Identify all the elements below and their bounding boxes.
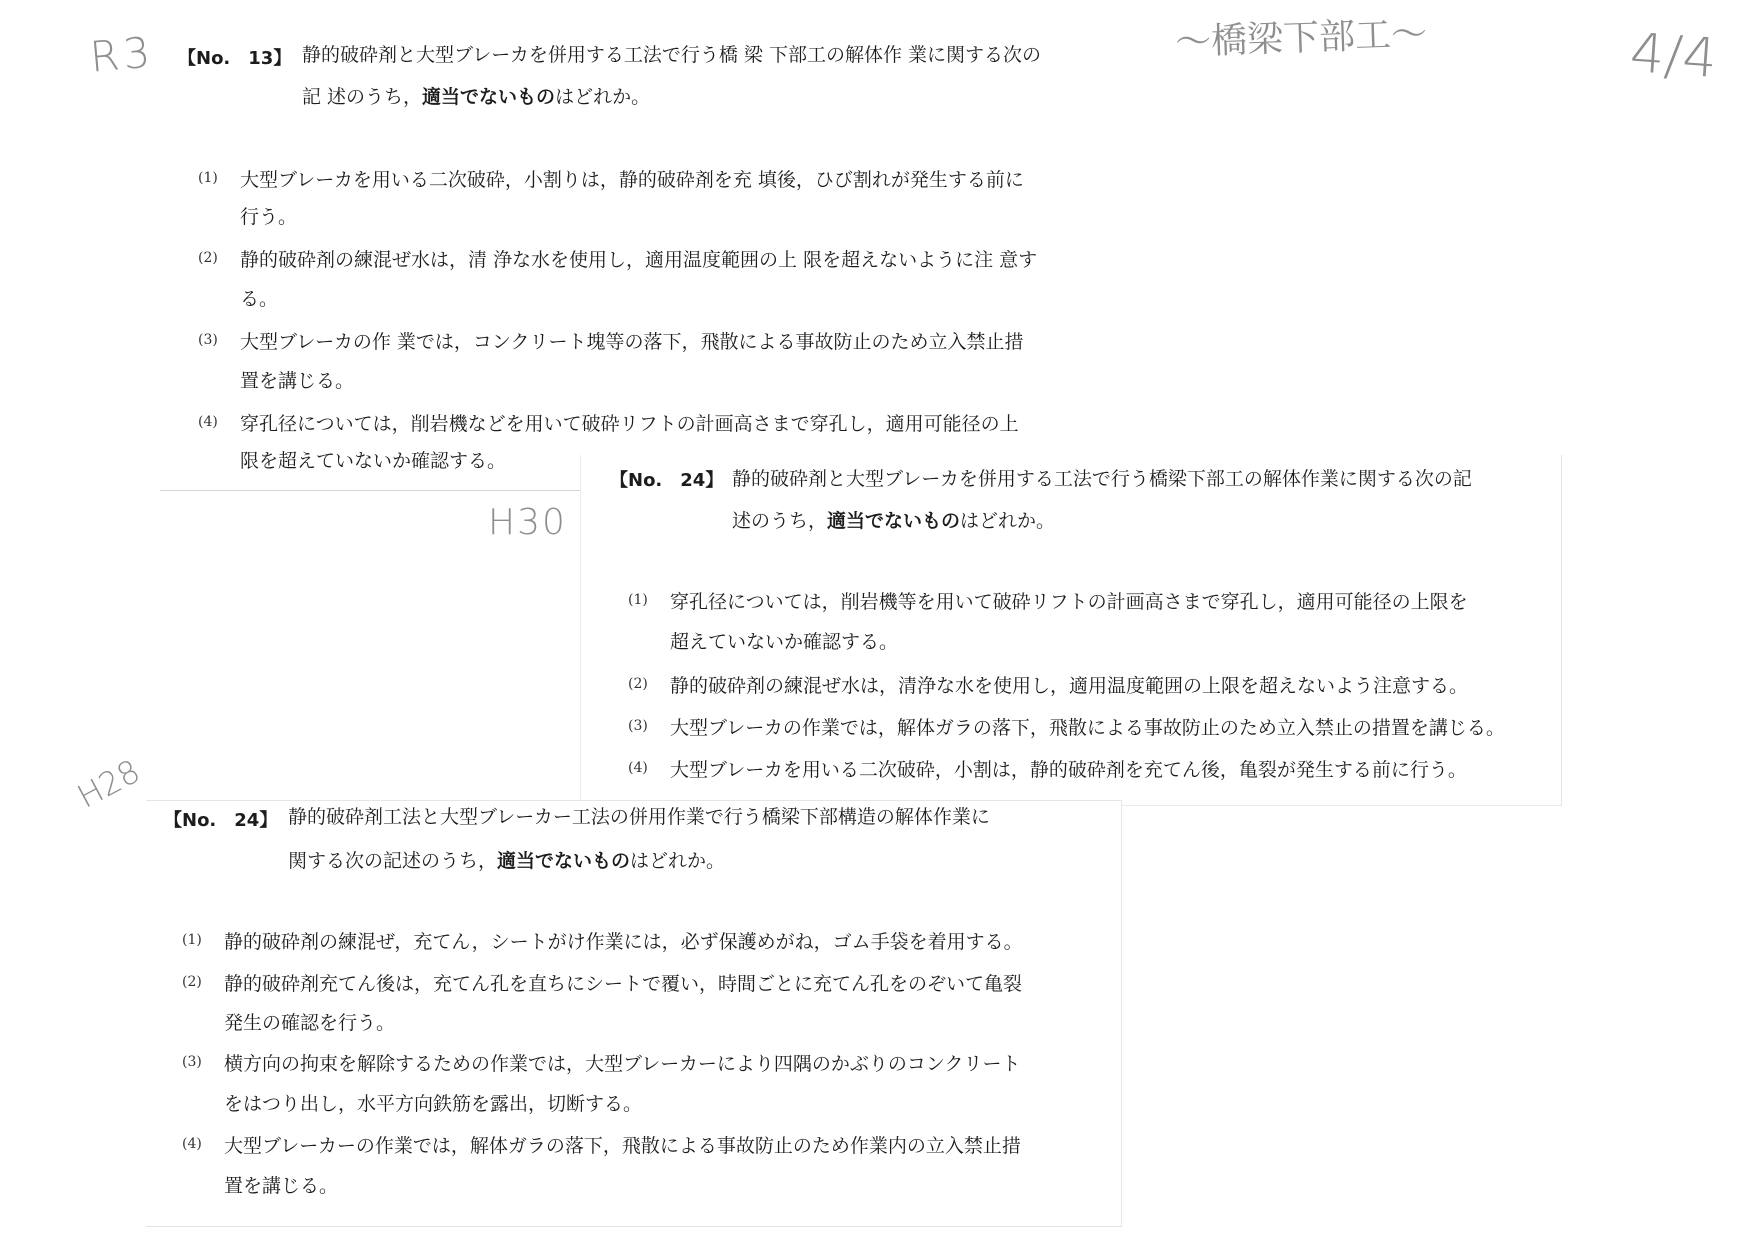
- option-text-line1: 大型ブレーカを用いる二次破砕，小割りは，静的破砕剤を充 填後，ひび割れが発生する前に: [240, 169, 1024, 191]
- option-text-line1: 静的破砕剤の練混ぜ水は，清浄な水を使用し，適用温度範囲の上限を超えないよう注意する。: [670, 675, 1469, 697]
- question-stem-line2: 記 述のうち，適当でないものはどれか。: [302, 86, 651, 108]
- option-number: (1): [198, 170, 218, 186]
- fragment-edge: [160, 490, 580, 491]
- handwritten-year-h28: H28: [71, 751, 147, 816]
- option-number: (2): [628, 676, 648, 692]
- option-text-line1: 静的破砕剤の練混ぜ，充てん，シートがけ作業には，必ず保護めがね，ゴム手袋を着用する。: [224, 931, 1023, 953]
- option-text-line2: 限を超えていないか確認する。: [240, 450, 507, 472]
- option-text-line1: 穿孔径については，削岩機などを用いて破砕リフトの計画高さまで穿孔し，適用可能径の上: [240, 413, 1019, 435]
- option-number: (2): [198, 250, 218, 266]
- option-number: (1): [182, 932, 202, 948]
- emphasis-not-appropriate: 適当でないもの: [827, 510, 961, 532]
- option-text-line2: 超えていないか確認する。: [670, 631, 899, 653]
- option-text-line1: 大型ブレーカーの作業では，解体ガラの落下，飛散による事故防止のため作業内の立入禁止措: [224, 1135, 1021, 1157]
- option-text-line2: 行う。: [240, 206, 298, 228]
- handwritten-year-h30: H30: [488, 502, 567, 543]
- question-number: 【No. 24】: [610, 470, 724, 491]
- option-text-line1: 穿孔径については，削岩機等を用いて破砕リフトの計画高さまで穿孔し，適用可能径の上限を: [670, 591, 1468, 613]
- option-text-line2: をはつり出し，水平方向鉄筋を露出，切断する。: [224, 1093, 643, 1115]
- option-text-line2: 置を講じる。: [240, 370, 355, 392]
- handwritten-page-number: 4/4: [1627, 21, 1719, 90]
- question-stem-line1: 静的破砕剤工法と大型ブレーカー工法の併用作業で行う橋梁下部構造の解体作業に: [288, 806, 990, 828]
- option-text-line2: 置を講じる。: [224, 1175, 339, 1197]
- question-stem-line1: 静的破砕剤と大型ブレーカを併用する工法で行う橋梁下部工の解体作業に関する次の記: [732, 468, 1472, 490]
- option-number: (1): [628, 592, 648, 608]
- option-number: (4): [628, 760, 648, 776]
- handwritten-topic: 〜橋梁下部工〜: [1174, 13, 1428, 64]
- question-number: 【No. 13】: [178, 48, 292, 69]
- question-stem-line1: 静的破砕剤と大型ブレーカを併用する工法で行う橋 梁 下部工の解体作 業に関する次の: [302, 44, 1041, 66]
- question-number: 【No. 24】: [164, 810, 278, 831]
- option-text-line1: 大型ブレーカの作業では，解体ガラの落下，飛散による事故防止のため立入禁止の措置を講じる。: [670, 717, 1505, 739]
- option-text-line1: 大型ブレーカを用いる二次破砕，小割は，静的破砕剤を充てん後，亀裂が発生する前に行う。: [670, 759, 1467, 781]
- option-number: (2): [182, 974, 202, 990]
- option-text-line1: 静的破砕剤充てん後は，充てん孔を直ちにシートで覆い，時間ごとに充てん孔をのぞいて亀裂: [224, 973, 1023, 995]
- option-number: (4): [182, 1136, 202, 1152]
- emphasis-not-appropriate: 適当でないもの: [422, 86, 556, 108]
- emphasis-not-appropriate: 適当でないもの: [497, 850, 631, 872]
- option-number: (3): [182, 1054, 202, 1070]
- option-text-line1: 横方向の拘束を解除するための作業では，大型ブレーカーにより四隅のかぶりのコンクリート: [224, 1053, 1021, 1075]
- question-stem-line2: 関する次の記述のうち，適当でないものはどれか。: [288, 850, 726, 872]
- option-text-line1: 大型ブレーカの作 業では，コンクリート塊等の落下，飛散による事故防止のため立入禁止措: [240, 331, 1024, 353]
- option-number: (3): [198, 332, 218, 348]
- handwritten-year-r3: R3: [87, 27, 156, 82]
- option-number: (4): [198, 414, 218, 430]
- option-number: (3): [628, 718, 648, 734]
- option-text-line2: 発生の確認を行う。: [224, 1012, 396, 1034]
- option-text-line2: る。: [240, 288, 279, 310]
- option-text-line1: 静的破砕剤の練混ぜ水は，清 浄な水を使用し，適用温度範囲の上 限を超えないように注 意す: [240, 249, 1038, 271]
- question-stem-line2: 述のうち，適当でないものはどれか。: [732, 510, 1056, 532]
